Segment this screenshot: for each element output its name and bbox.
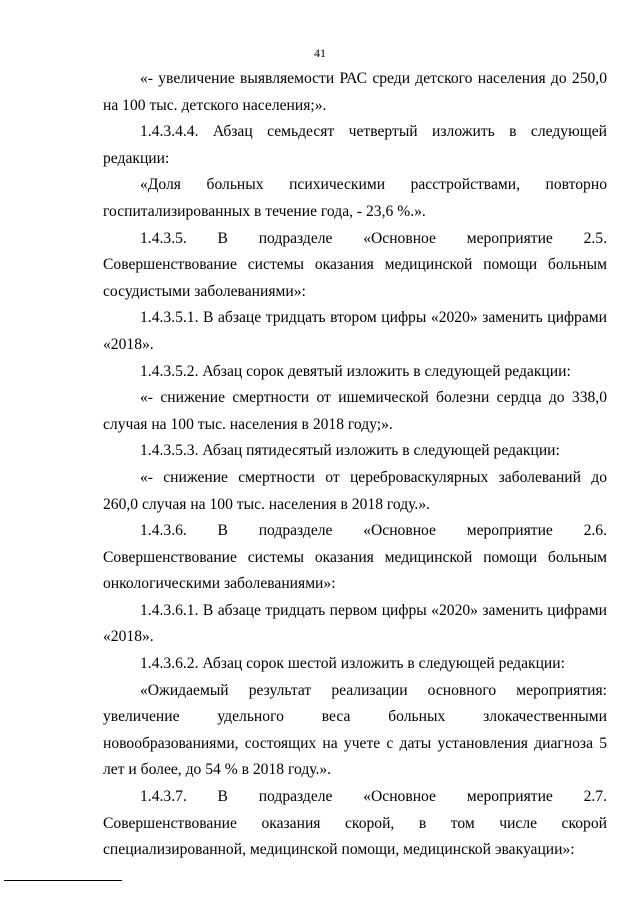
- footer-divider: [4, 880, 122, 881]
- paragraph: 1.4.3.7. В подразделе «Основное мероприятие 2.7. Совершенствование оказания скорой, в том числе скорой специализированной, медицинской помощи, медицинской эвакуации»:: [103, 788, 607, 859]
- paragraph: 1.4.3.5.3. Абзац пятидесятый изложить в следующей редакции:: [140, 442, 560, 460]
- paragraph: 1.4.3.6.1. В абзаце тридцать первом цифры «2020» заменить цифрами «2018».: [103, 601, 607, 646]
- paragraph: 1.4.3.4.4. Абзац семьдесят четвертый изложить в следующей редакции:: [103, 123, 607, 167]
- paragraph: «Ожидаемый результат реализации основного мероприятия: увеличение удельного веса больных злокачественными новообразованиями, состоящих на учете с даты установления диагноза 5 лет и более, до 54 % в 2018 году.».: [103, 681, 607, 779]
- paragraph: «- снижение смертности от ишемической болезни сердца до 338,0 случая на 100 тыс. населения в 2018 году;».: [103, 389, 607, 433]
- paragraph: 1.4.3.6. В подразделе «Основное мероприятие 2.6. Совершенствование системы оказания медицинской помощи больным онкологическими заболеваниями»:: [103, 522, 607, 593]
- page-number: 41: [314, 46, 326, 60]
- paragraph: 1.4.3.6.2. Абзац сорок шестой изложить в следующей редакции:: [140, 655, 565, 673]
- paragraph: 1.4.3.5.2. Абзац сорок девятый изложить в следующей редакции:: [140, 362, 571, 380]
- document-body: [103, 66, 607, 864]
- paragraph: «- снижение смертности от цереброваскулярных заболеваний до 260,0 случая на 100 тыс. населения в 2018 году.».: [103, 468, 607, 513]
- paragraph: «Доля больных психическими расстройствами, повторно госпитализированных в течение года, - 23,6 %.».: [103, 176, 607, 220]
- paragraph: 1.4.3.5.1. В абзаце тридцать втором цифры «2020» заменить цифрами «2018».: [103, 309, 607, 353]
- paragraph: 1.4.3.5. В подразделе «Основное мероприятие 2.5. Совершенствование системы оказания медицинской помощи больным сосудистыми заболеваниями»:: [103, 229, 607, 300]
- paragraph: «- увеличение выявляемости РАС среди детского населения до 250,0 на 100 тыс. детского населения;».: [103, 70, 607, 114]
